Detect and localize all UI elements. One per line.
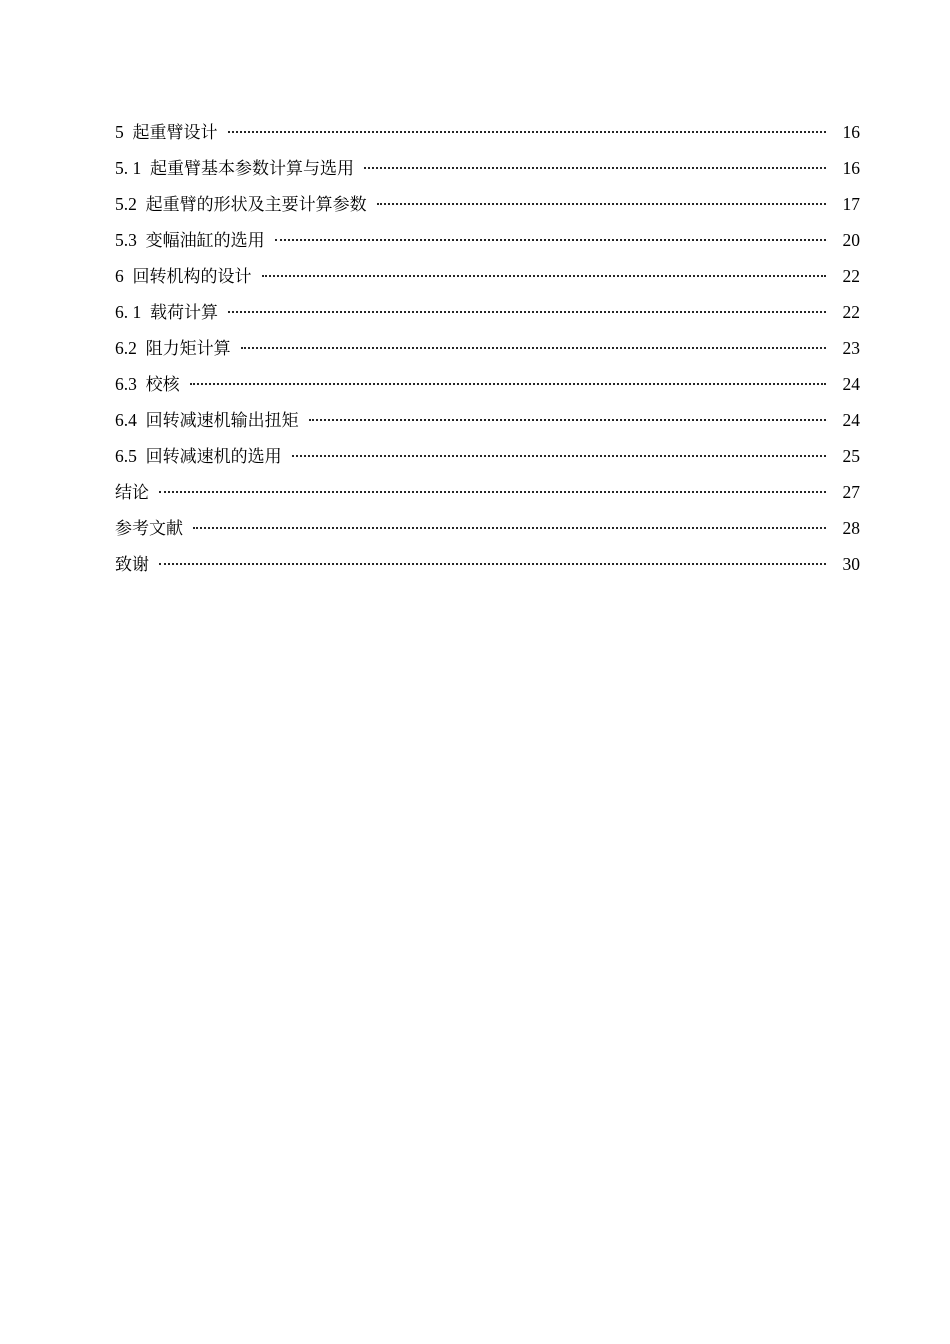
toc-entry[interactable] bbox=[115, 402, 860, 438]
toc-entry[interactable] bbox=[115, 222, 860, 258]
toc-dot-leader bbox=[159, 563, 826, 565]
toc-entry-number: 5 bbox=[115, 122, 133, 142]
toc-entry-number: 6.3 bbox=[115, 374, 146, 394]
toc-dot-leader bbox=[193, 527, 826, 529]
toc-entry-page: 28 bbox=[842, 518, 860, 538]
toc-entry-page: 20 bbox=[842, 230, 860, 250]
toc-entry-page: 22 bbox=[842, 266, 860, 286]
toc-dot-leader bbox=[228, 311, 826, 313]
toc-entry-title: 阻力矩计算 bbox=[145, 339, 231, 359]
toc-entry-number: 6 bbox=[115, 266, 133, 286]
toc-dot-leader bbox=[292, 455, 826, 457]
toc-dot-leader bbox=[309, 419, 826, 421]
toc-entry[interactable] bbox=[115, 186, 860, 222]
toc-entry[interactable] bbox=[115, 294, 860, 330]
toc-entry-title: 回转减速机的选用 bbox=[145, 447, 282, 467]
toc-entry[interactable] bbox=[115, 474, 860, 510]
toc-entry-title: 起重臂的形状及主要计算参数 bbox=[145, 195, 367, 215]
toc-dot-leader bbox=[241, 347, 826, 349]
toc-entry-title: 参考文献 bbox=[115, 519, 183, 539]
toc-entry-number: 6. 1 bbox=[115, 302, 150, 322]
toc-entry-page: 16 bbox=[842, 122, 860, 142]
toc-entry-title: 校核 bbox=[145, 375, 180, 395]
toc-entry-page: 24 bbox=[842, 374, 860, 394]
toc-entry[interactable] bbox=[115, 546, 860, 582]
toc-entry-page: 16 bbox=[842, 158, 860, 178]
toc-entry[interactable] bbox=[115, 438, 860, 474]
toc-dot-leader bbox=[275, 239, 826, 241]
toc-entry-title: 回转减速机输出扭矩 bbox=[145, 411, 299, 431]
toc-entry-number: 5. 1 bbox=[115, 158, 150, 178]
table-of-contents bbox=[115, 114, 860, 582]
toc-entry[interactable] bbox=[115, 258, 860, 294]
toc-entry-page: 23 bbox=[842, 338, 860, 358]
toc-dot-leader bbox=[228, 131, 827, 133]
toc-entry-page: 24 bbox=[842, 410, 860, 430]
toc-entry-title: 变幅油缸的选用 bbox=[145, 231, 265, 251]
toc-entry[interactable] bbox=[115, 366, 860, 402]
toc-entry-page: 22 bbox=[842, 302, 860, 322]
toc-entry-number: 5.3 bbox=[115, 230, 146, 250]
toc-entry-title: 起重臂设计 bbox=[132, 123, 218, 143]
toc-entry-page: 17 bbox=[842, 194, 860, 214]
toc-entry-number: 5.2 bbox=[115, 194, 146, 214]
toc-entry-title: 结论 bbox=[115, 483, 149, 503]
toc-entry-number: 6.4 bbox=[115, 410, 146, 430]
toc-entry-title: 起重臂基本参数计算与选用 bbox=[150, 159, 354, 179]
toc-dot-leader bbox=[190, 383, 826, 385]
toc-entry-title: 载荷计算 bbox=[150, 303, 218, 323]
toc-entry-page: 27 bbox=[842, 482, 860, 502]
toc-entry-number: 6.2 bbox=[115, 338, 146, 358]
toc-entry-number: 6.5 bbox=[115, 446, 146, 466]
toc-dot-leader bbox=[262, 275, 827, 277]
toc-dot-leader bbox=[159, 491, 826, 493]
toc-dot-leader bbox=[377, 203, 826, 205]
toc-entry[interactable] bbox=[115, 114, 860, 150]
toc-entry-title: 回转机构的设计 bbox=[132, 267, 252, 287]
toc-entry[interactable] bbox=[115, 150, 860, 186]
toc-entry-page: 25 bbox=[842, 446, 860, 466]
toc-entry[interactable] bbox=[115, 330, 860, 366]
toc-entry-page: 30 bbox=[842, 554, 860, 574]
toc-dot-leader bbox=[364, 167, 826, 169]
toc-entry-title: 致谢 bbox=[115, 555, 149, 575]
toc-entry[interactable] bbox=[115, 510, 860, 546]
